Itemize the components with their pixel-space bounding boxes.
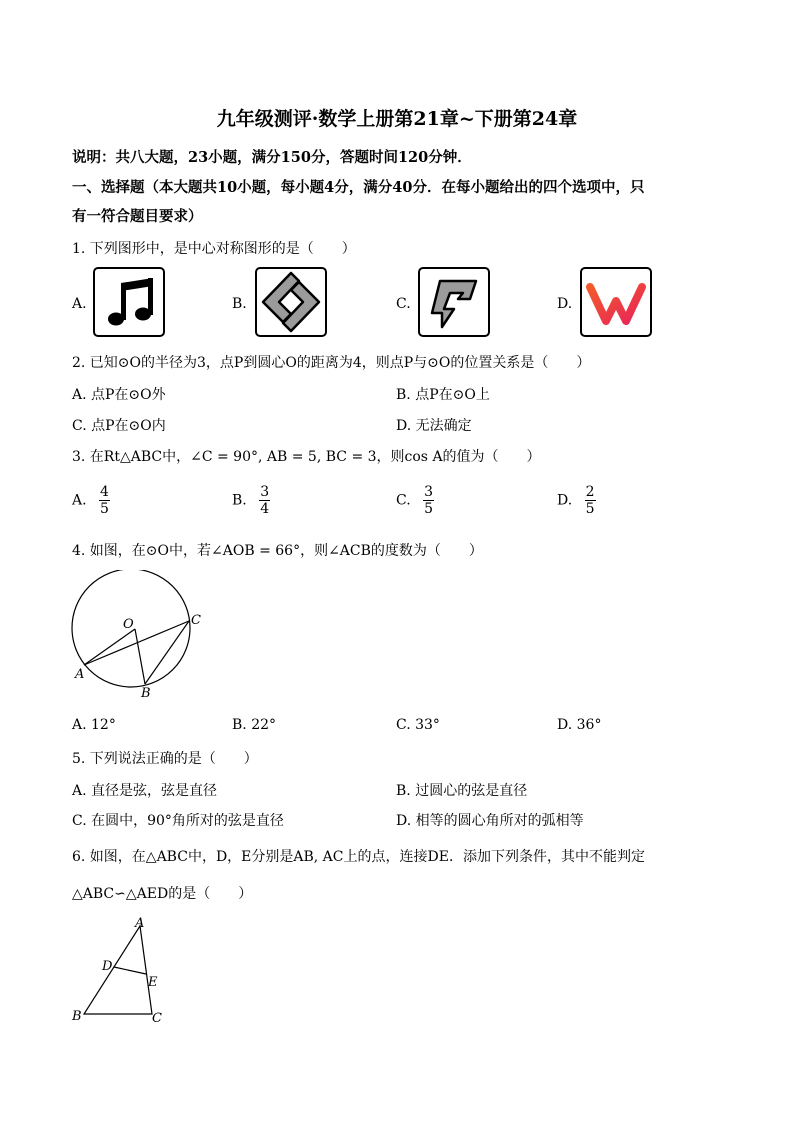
wps-logo-icon bbox=[580, 267, 652, 337]
question-4-stem: 4. 如图，在⊙O中，若∠AOB = 66°，则∠ACB的度数为（ ） bbox=[72, 543, 483, 559]
label-c: C bbox=[191, 613, 201, 628]
fraction-numerator: 4 bbox=[100, 484, 109, 500]
label-a: A bbox=[135, 916, 145, 931]
question-2-stem: 2. 已知⊙O的半径为3，点P到圆心O的距离为4，则点P与⊙O的位置关系是（ ） bbox=[72, 355, 591, 371]
circle-figure bbox=[66, 570, 226, 702]
q5-option-d: D. 相等的圆心角所对的弧相等 bbox=[396, 813, 584, 829]
fraction-numerator: 2 bbox=[585, 484, 595, 500]
q1-option-d-letter: D. bbox=[557, 296, 573, 312]
label-e: E bbox=[148, 975, 158, 990]
q1-option-c-letter: C. bbox=[396, 296, 411, 312]
diamond-chevrons-icon bbox=[255, 267, 327, 337]
triangle-abc bbox=[84, 926, 152, 1014]
segment-de bbox=[114, 967, 146, 974]
q3-option-d-fraction bbox=[585, 484, 596, 517]
q2-option-b: B. 点P在⊙O上 bbox=[396, 387, 490, 403]
label-b: B bbox=[141, 686, 151, 701]
q4-option-a: A. 12° bbox=[72, 717, 116, 733]
label-b: B bbox=[72, 1009, 82, 1024]
fraction-denominator: 5 bbox=[585, 501, 595, 517]
label-c: C bbox=[152, 1011, 162, 1026]
q3-option-c-fraction bbox=[423, 484, 434, 517]
q3-option-c bbox=[396, 484, 434, 517]
q4-option-d: D. 36° bbox=[557, 717, 602, 733]
q3-option-d-letter: D. bbox=[557, 492, 573, 509]
label-a: A bbox=[75, 667, 85, 682]
fraction-numerator: 3 bbox=[260, 484, 270, 500]
music-note-icon bbox=[93, 267, 165, 337]
q3-option-c-letter: C. bbox=[396, 492, 411, 509]
question-3-stem: 3. 在Rt△ABC中，∠C = 90°, AB = 5, BC = 3，则cos A的值为（ ） bbox=[72, 449, 541, 465]
q3-option-a-fraction bbox=[99, 484, 110, 517]
q5-option-a: A. 直径是弦，弦是直径 bbox=[72, 783, 218, 799]
q1-option-b-letter: B. bbox=[232, 296, 247, 312]
fraction-numerator: 3 bbox=[424, 484, 434, 500]
q3-option-b bbox=[232, 484, 270, 517]
page-title: 九年级测评·数学上册第21章~下册第24章 bbox=[216, 108, 578, 130]
q4-option-c: C. 33° bbox=[396, 717, 440, 733]
q3-option-a-letter: A. bbox=[72, 492, 87, 509]
q5-option-b: B. 过圆心的弦是直径 bbox=[396, 783, 528, 799]
triangle-figure bbox=[66, 912, 176, 1030]
label-o: O bbox=[123, 617, 134, 632]
section-heading-line2: 有一符合题目要求） bbox=[72, 208, 203, 225]
q2-option-c: C. 点P在⊙O内 bbox=[72, 418, 166, 434]
question-6-stem-line1: 6. 如图，在△ABC中，D，E分别是AB, AC上的点，连接DE．添加下列条件，其中不能判定 bbox=[72, 849, 645, 865]
q2-option-d: D. 无法确定 bbox=[396, 418, 472, 434]
fraction-denominator: 5 bbox=[100, 501, 109, 517]
q4-option-b: B. 22° bbox=[232, 717, 277, 733]
exam-instructions: 说明：共八大题，23小题，满分150分，答题时间120分钟． bbox=[72, 149, 472, 166]
fraction-denominator: 5 bbox=[424, 501, 434, 517]
lightning-bolt-icon bbox=[418, 267, 490, 337]
question-5-stem: 5. 下列说法正确的是（ ） bbox=[72, 751, 258, 767]
q3-option-b-letter: B. bbox=[232, 492, 247, 509]
label-d: D bbox=[102, 959, 113, 974]
fraction-denominator: 4 bbox=[260, 501, 270, 517]
q3-option-d bbox=[557, 484, 596, 517]
section-heading-line1: 一、选择题（本大题共10小题，每小题4分，满分40分．在每小题给出的四个选项中，只 bbox=[72, 179, 645, 196]
question-1-stem: 1. 下列图形中，是中心对称图形的是（ ） bbox=[72, 241, 356, 257]
question-6-stem-line2: △ABC∽△AED的是（ ） bbox=[72, 886, 253, 902]
segment-ob bbox=[135, 629, 145, 684]
q1-option-a-letter: A. bbox=[72, 296, 87, 312]
q3-option-a bbox=[72, 484, 110, 517]
q5-option-c: C. 在圆中，90°角所对的弦是直径 bbox=[72, 813, 284, 829]
q2-option-a: A. 点P在⊙O外 bbox=[72, 387, 166, 403]
q3-option-b-fraction bbox=[259, 484, 270, 517]
